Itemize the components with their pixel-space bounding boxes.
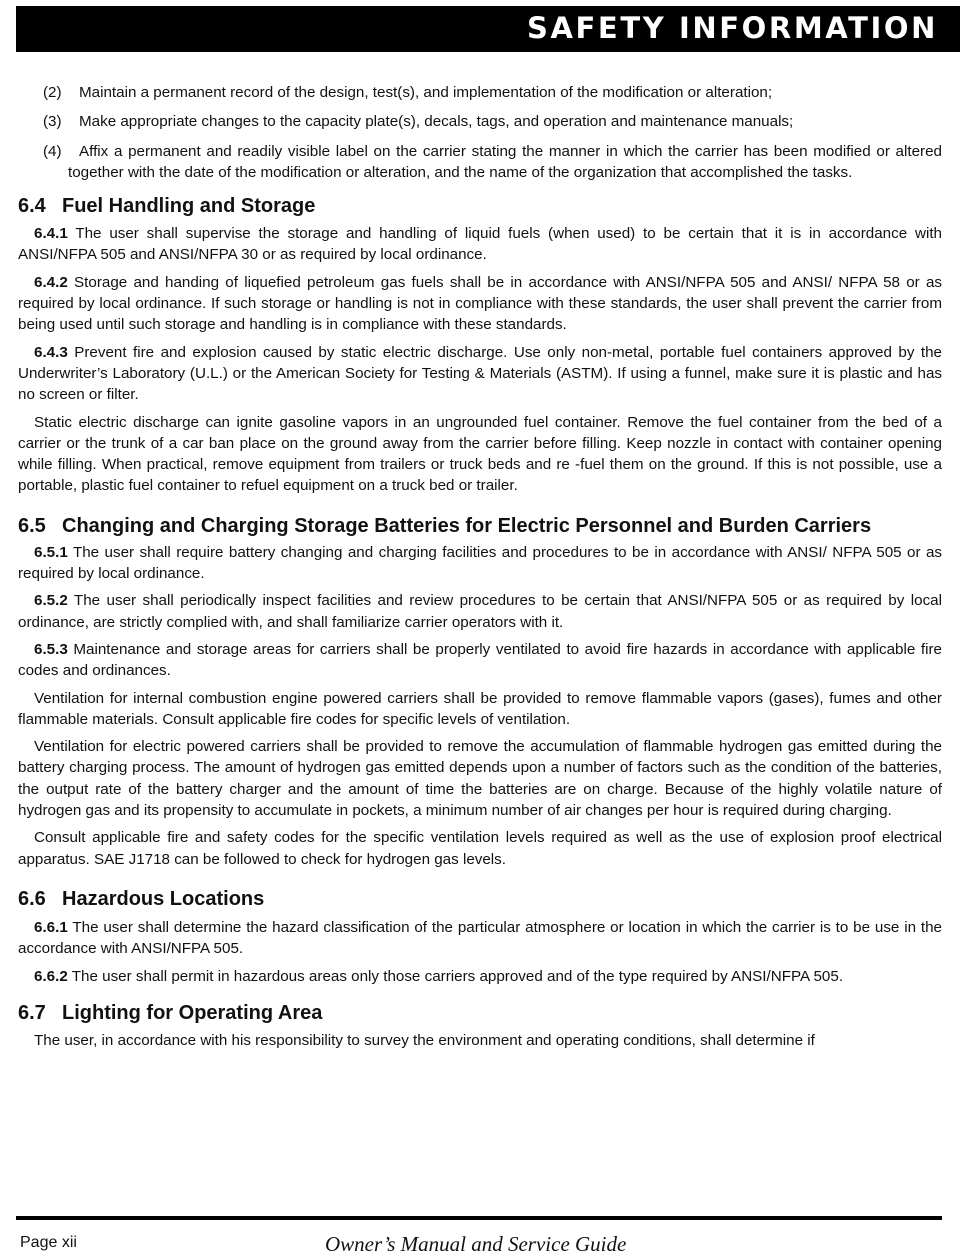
section-title: Hazardous Locations bbox=[62, 887, 265, 910]
paragraph-6-6-2 bbox=[18, 966, 942, 987]
paragraph-number: 6.4.3 bbox=[34, 343, 68, 361]
paragraph-ventilation-electric: Ventilation for electric powered carriers shall be provided to remove the accumulation of flammable hydrogen gas emitted during the battery charging process. The amount of hydrogen gas emitted depends upon a number of factors such as the condition of the batteries, the output rate of the battery charger and the amount of time the batteries are on charge. Because of the highly volatile nature of hydrogen gas and its propensity to accumulate in pockets, a minimum number of air changes per hour is required during charging. bbox=[18, 738, 942, 820]
paragraph-number: 6.4.2 bbox=[34, 273, 68, 291]
paragraph-6-6-1 bbox=[18, 917, 942, 960]
section-heading-6-7 bbox=[18, 1000, 942, 1026]
paragraph-number: 6.5.1 bbox=[34, 543, 68, 561]
paragraph-number: 6.6.1 bbox=[34, 918, 68, 936]
section-number: 6.7 bbox=[18, 1001, 46, 1024]
list-item-number: (4) bbox=[43, 142, 62, 160]
paragraph-6-4-3 bbox=[18, 342, 942, 406]
paragraph-6-5-2 bbox=[18, 590, 942, 633]
section-number: 6.5 bbox=[18, 514, 46, 537]
list-item-number: (2) bbox=[43, 84, 62, 101]
paragraph-number: 6.5.2 bbox=[34, 592, 68, 610]
paragraph-6-5-3 bbox=[18, 639, 942, 682]
section-heading-6-4 bbox=[18, 193, 942, 219]
paragraph-ventilation-ic: Ventilation for internal combustion engine powered carriers shall be provided to remove flammable vapors (gases), fumes and other flammable materials. Consult applicable fire codes for specific levels of ventilation. bbox=[18, 689, 942, 728]
paragraph-text: The user shall determine the hazard classification of the particular atmosphere or location in which the carrier is to be use in the accordance with ANSI/NFPA 505. bbox=[18, 918, 942, 958]
footer-page-number: Page xii bbox=[20, 1234, 77, 1251]
paragraph-static-discharge: Static electric discharge can ignite gasoline vapors in an ungrounded fuel container. Remove the fuel container from the bed of a carrier or the trunk of a car ban place on the ground away from the carrier before filling. Keep nozzle in contact with container opening while filling. When practical, remove equipment from trailers or truck beds and re -fuel them on the ground. If this is not possible, use a portable, plastic fuel container to refuel equipment on a truck bed or trailer. bbox=[18, 413, 942, 495]
list-item bbox=[43, 111, 942, 132]
paragraph-text: The user shall supervise the storage and handling of liquid fuels (when used) to be certain that it is in accordance with ANSI/NFPA 505 and ANSI/NFPA 30 or as required by local ordinance. bbox=[18, 225, 942, 264]
paragraph-number: 6.6.2 bbox=[34, 967, 68, 985]
header-bar bbox=[16, 6, 960, 52]
list-item-text: Affix a permanent and readily visible label on the carrier stating the manner in which the carrier has been modified or altered together with the date of the modification or alteration, and the name of the organization that accomplished the tasks. bbox=[68, 142, 942, 181]
paragraph-text: Prevent fire and explosion caused by static electric discharge. Use only non-metal, portable fuel containers approved by the Underwriter’s Laboratory (U.L.) or the American Society for Testing & Materials (ASTM). If using a funnel, make sure it is plastic and has no screen or filter. bbox=[18, 343, 942, 404]
paragraph-number: 6.5.3 bbox=[34, 640, 68, 658]
list-item-number: (3) bbox=[43, 113, 62, 131]
paragraph-text: The user shall permit in hazardous areas only those carriers approved and of the type required by ANSI/NFPA 505. bbox=[67, 967, 844, 985]
paragraph-fire-codes: Consult applicable fire and safety codes for the specific ventilation levels required as well as the use of explosion proof electrical apparatus. SAE J1718 can be followed to check for hydrogen gas levels. bbox=[18, 829, 942, 868]
paragraph-6-4-1 bbox=[18, 223, 942, 266]
paragraph-number: 6.4.1 bbox=[34, 225, 68, 243]
section-number: 6.4 bbox=[18, 195, 46, 218]
list-item-text: Maintain a permanent record of the design, test(s), and implementation of the modification or alteration; bbox=[79, 84, 773, 101]
section-number: 6.6 bbox=[18, 887, 46, 910]
paragraph-text: The user shall periodically inspect facilities and review procedures to be certain that ANSI/NFPA 505 or as required by local ordinance, are strictly complied with, and shall familiarize carrier operators with it. bbox=[18, 592, 942, 631]
section-title: Fuel Handling and Storage bbox=[62, 195, 316, 218]
footer-title: Owner’s Manual and Service Guide bbox=[325, 1232, 627, 1256]
paragraph-text: Maintenance and storage areas for carriers shall be properly ventilated to avoid fire hazards in accordance with applicable fire codes and ordinances. bbox=[18, 640, 942, 680]
footer-rule bbox=[16, 1216, 942, 1220]
paragraph-text: Storage and handing of liquefied petroleum gas fuels shall be in accordance with ANSI/NFPA 505 and ANSI/ NFPA 58 or as required by local ordinance. If such storage or handling is not in compliance with these standards, the user shall prevent the carrier from being used until such storage and handling is in compliance with these standards. bbox=[18, 273, 942, 334]
paragraph-6-4-2 bbox=[18, 272, 942, 336]
header-title: SAFETY INFORMATION bbox=[526, 11, 938, 45]
section-title: Lighting for Operating Area bbox=[62, 1001, 323, 1024]
section-heading-6-6 bbox=[18, 886, 942, 912]
list-item bbox=[43, 82, 942, 103]
list-item bbox=[43, 141, 942, 184]
list-item-text: Make appropriate changes to the capacity plate(s), decals, tags, and operation and maintenance manuals; bbox=[79, 113, 794, 131]
paragraph-lighting: The user, in accordance with his responsibility to survey the environment and operating conditions, shall determine if bbox=[34, 1031, 815, 1049]
section-heading-6-5 bbox=[18, 513, 942, 539]
page-content bbox=[18, 82, 942, 1057]
paragraph-text: The user shall require battery changing and charging facilities and procedures to be in accordance with ANSI/ NFPA 505 or as required by local ordinance. bbox=[18, 543, 942, 583]
section-title: Changing and Charging Storage Batteries for Electric Personnel and Burden Carriers bbox=[62, 514, 872, 537]
paragraph-6-5-1 bbox=[18, 542, 942, 585]
